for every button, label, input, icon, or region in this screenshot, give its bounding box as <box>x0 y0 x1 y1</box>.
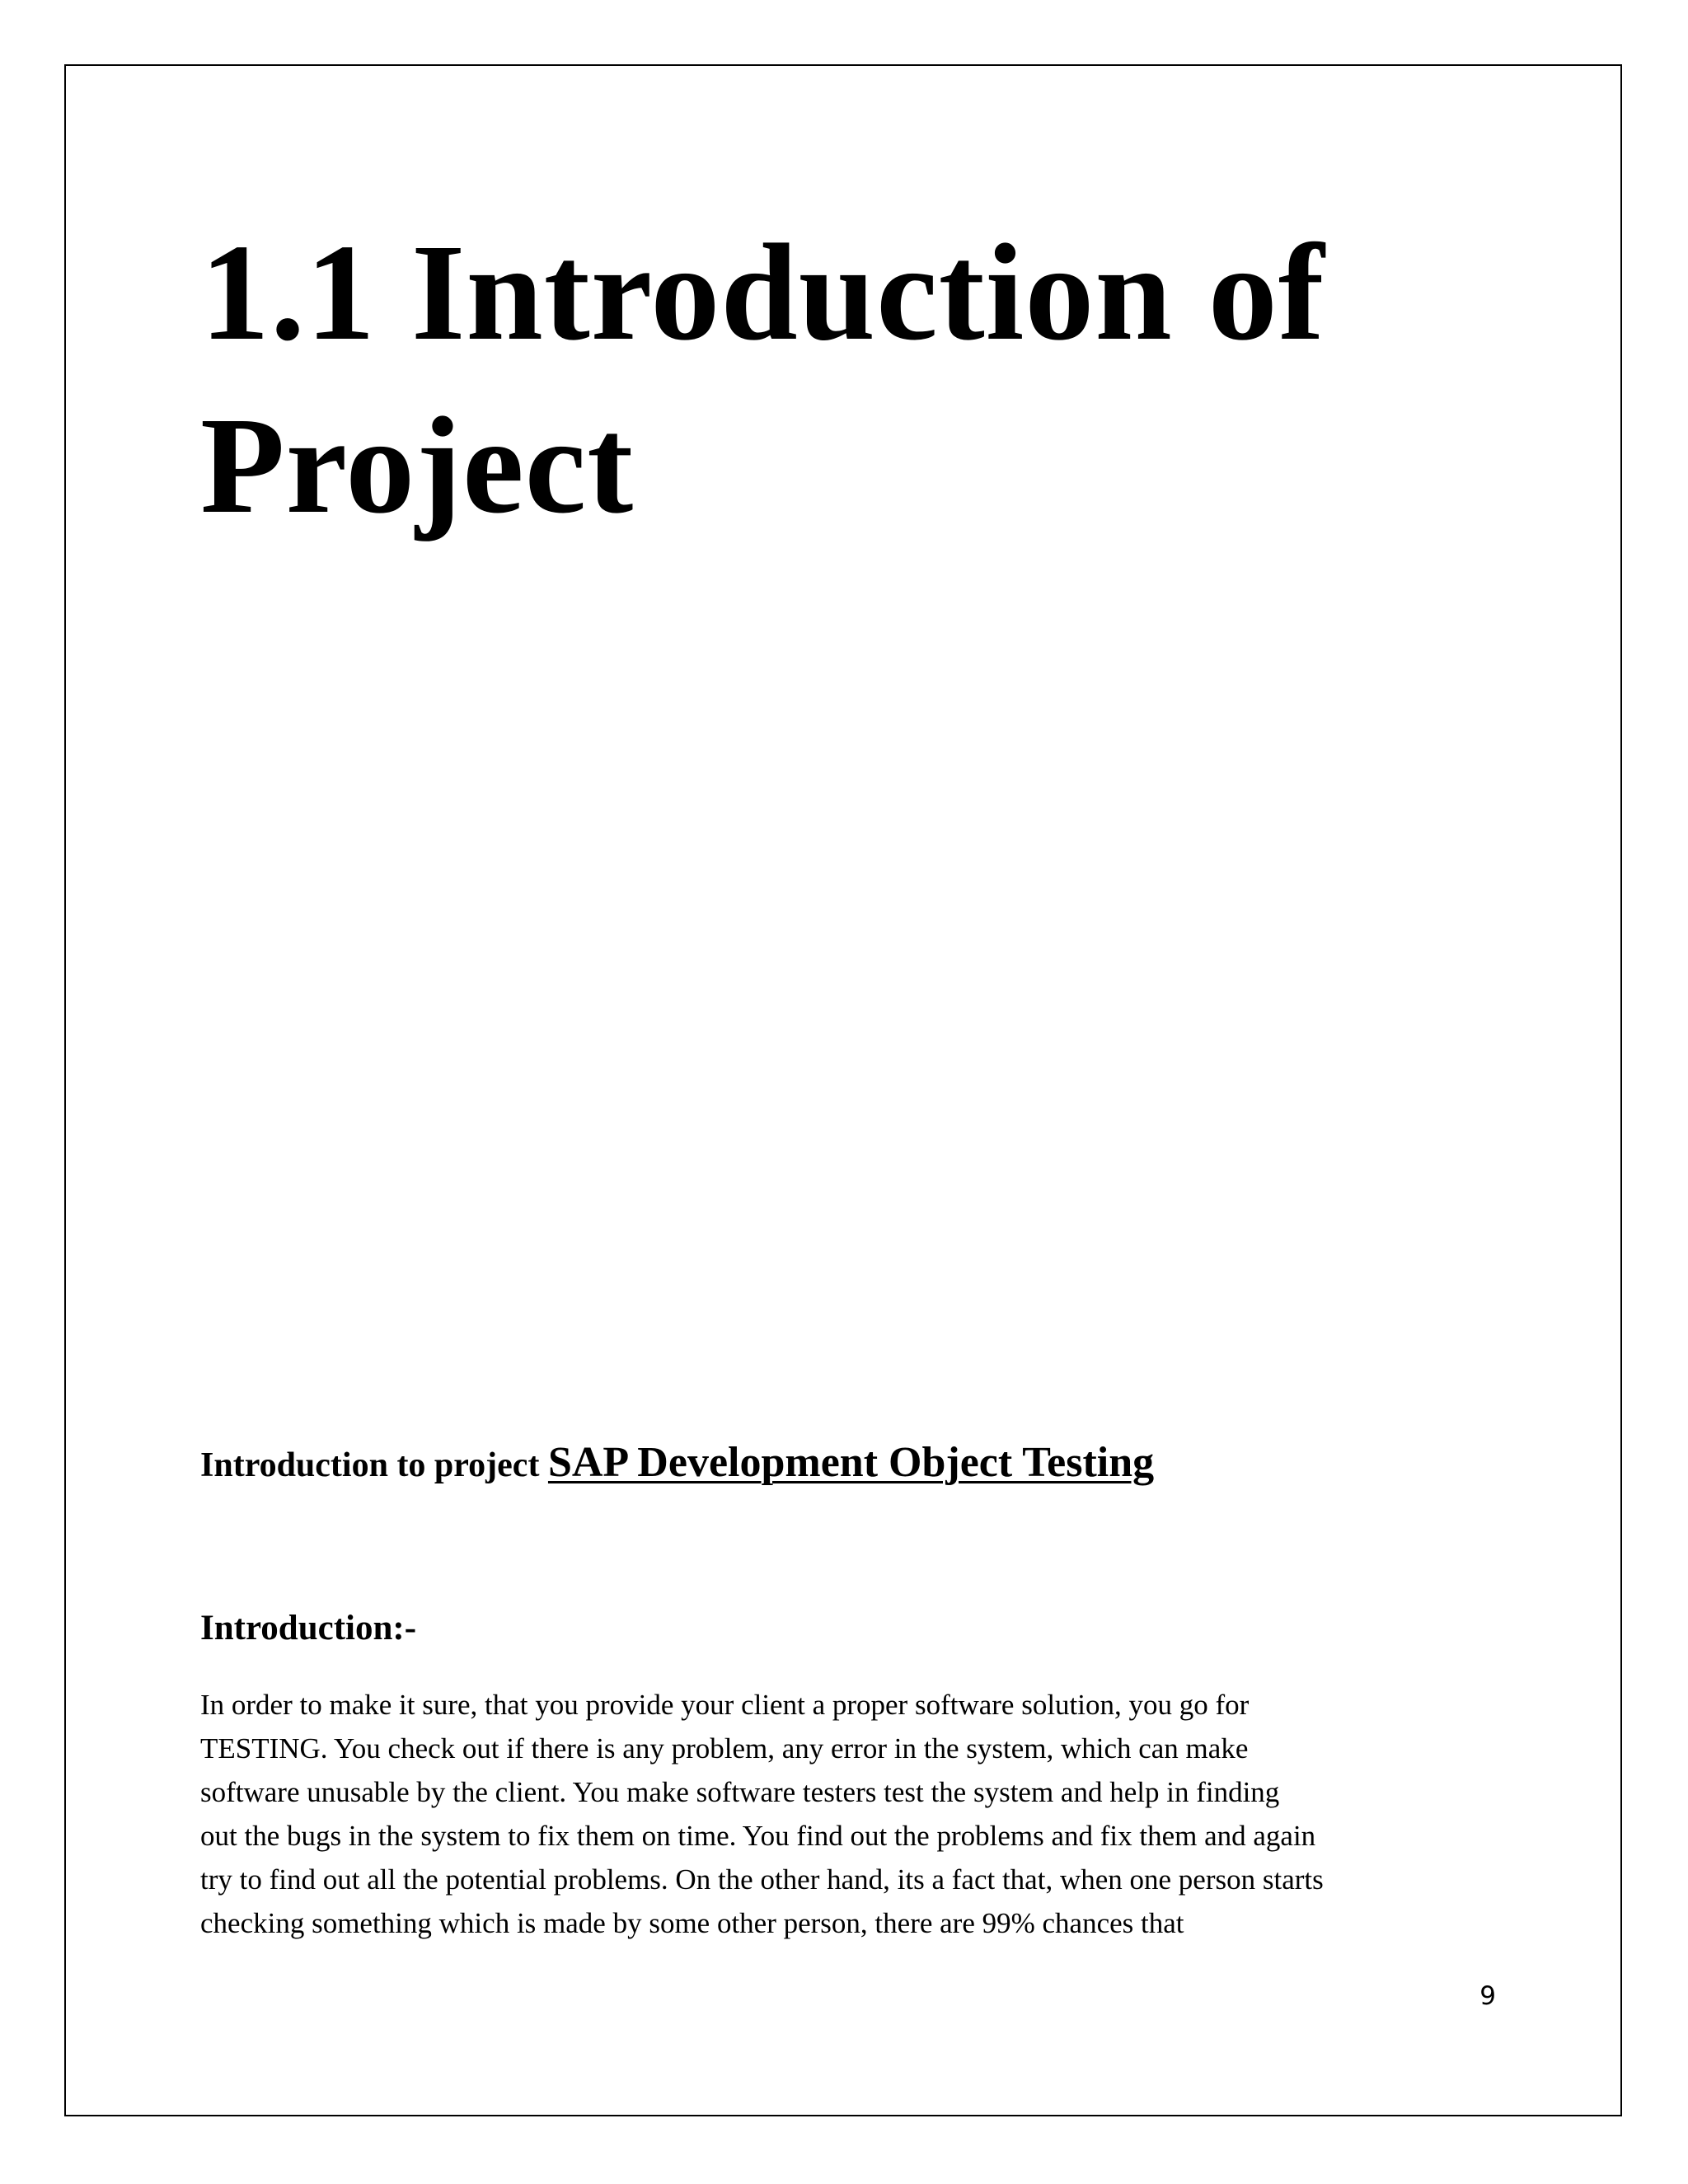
body-line: In order to make it sure, that you provide your client a proper software solution, you go for <box>200 1689 1250 1721</box>
project-subtitle <box>200 1438 1560 1487</box>
body-line: try to find out all the potential problems. On the other hand, its a fact that, when one person starts <box>200 1863 1324 1896</box>
body-line: checking something which is made by some other person, there are 99% chances that <box>200 1907 1184 1939</box>
page-number: 9 <box>1479 1981 1496 2011</box>
body-line: software unusable by the client. You make software testers test the system and help in finding <box>200 1776 1280 1808</box>
body-line: TESTING. You check out if there is any problem, any error in the system, which can make <box>200 1732 1249 1765</box>
subtitle-prefix: Introduction to project <box>200 1446 548 1484</box>
page-title <box>200 206 1519 552</box>
project-name: SAP Development Object Testing <box>547 1439 1155 1486</box>
page-title-line-2: Project <box>200 389 635 542</box>
body-paragraph <box>200 1683 1503 1945</box>
section-heading: Introduction:- <box>200 1609 417 1647</box>
page-title-line-1: 1.1 Introduction of <box>200 216 1325 369</box>
body-line: out the bugs in the system to fix them on time. You find out the problems and fix them and again <box>200 1820 1316 1852</box>
